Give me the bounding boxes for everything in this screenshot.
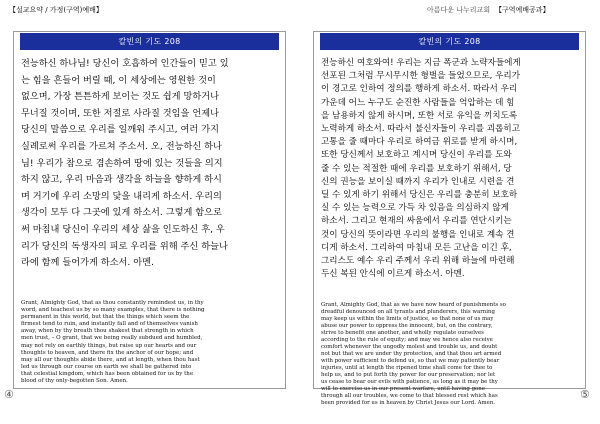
english-line: been provided for us in heaven by Christ Jesus our Lord. Amen. xyxy=(321,400,496,406)
korean-line: 님! 우리가 참으로 겸손하여 땅에 있는 것들을 의지 xyxy=(21,157,223,169)
english-line: thoughts to heaven, and there fix the anchor of our hope; and xyxy=(21,349,194,356)
english-prayer-text xyxy=(21,300,279,385)
english-line: may keep us within the limits of justice, so that none of us may xyxy=(321,316,494,322)
page-number: ⑤ xyxy=(580,388,590,401)
english-line: according to the rule of equity; and may we hence also receive xyxy=(321,337,493,343)
page-right xyxy=(313,31,586,406)
english-line: word, and teachest us by so many examples, that there is nothing xyxy=(21,307,205,314)
korean-line: 생각이 모두 다 그곳에 있게 하소서. 그렇게 함으로 xyxy=(21,207,222,219)
korean-line: 줄 수 있는 적절한 때에 우리를 보호하기 위해서, 당 xyxy=(321,163,512,174)
english-line: comfort whenever the ungodly molest and trouble us, and doubt xyxy=(321,344,498,350)
korean-line: 가운데 어느 누구도 순진한 사람들을 억압하는 데 힘 xyxy=(321,97,515,108)
english-line: not but that we are under thy protection, and that thou art armed xyxy=(321,351,502,357)
korean-line: 당신의 말씀으로 우리를 일깨워 주시고, 여러 가지 xyxy=(21,124,219,136)
english-line: Grant, Almighty God, that as we have now heard of punishments so xyxy=(321,302,506,308)
korean-line: 무너질 것이며, 또한 저절로 사라질 것임을 언제나 xyxy=(21,107,219,119)
korean-line: 디게 하소서. 그리하여 마침내 모든 고난을 이긴 후, xyxy=(321,242,512,253)
english-line: us cease to bear our evils with patience, as long as it may be thy xyxy=(321,379,498,385)
english-line: led us through our course on earth we shall be gathered into xyxy=(21,363,192,370)
korean-line: 전능하신 여호와여! 우리는 지금 폭군과 노략자들에게 xyxy=(321,58,521,68)
korean-line: 라에 함께 들어가게 하소서. 아멘. xyxy=(21,257,154,269)
english-line: strive to benefit one another, and wholly regulate ourselves xyxy=(321,330,484,336)
prayer-title: 칼빈의 기도 208 xyxy=(320,33,579,50)
korean-line: 없으며, 가장 튼튼하게 보이는 것도 쉽게 망하거나 xyxy=(21,91,219,103)
english-line: Grant, Almighty God, that as thou constantly remindest us, in thy xyxy=(21,300,204,306)
english-line: blood of thy only-begotten Son. Amen. xyxy=(21,378,128,385)
english-line: may not rely on earthly things, but raise up our hearts and our xyxy=(21,342,197,349)
prayer-title: 칼빈의 기도 208 xyxy=(20,33,279,50)
english-line: that celestial kingdom, which has been obtained for us by the xyxy=(21,370,194,377)
english-line: with power sufficient to defend us, so that we may patiently bear xyxy=(321,358,500,364)
korean-line: 하지 않고, 우리 마음과 생각을 하늘을 향하게 하시 xyxy=(21,174,222,186)
korean-line: 선포된 그처럼 무시무시한 형벌을 들었으므로, 우리가 xyxy=(321,71,521,82)
english-line: may all our thoughts abide there, and at length, when thou hast xyxy=(21,356,200,363)
korean-line: 을 남용하지 않게 하시며, 또한 서로 유익을 끼치도록 xyxy=(321,110,518,121)
header-left-label: 【설교요약 / 가정(구역)예배】 xyxy=(9,6,103,14)
english-line: through all our troubles, we come to that blessed rest which has xyxy=(321,393,498,399)
korean-prayer-text xyxy=(21,56,279,272)
english-line: permanent in this world, but that the things which seem the xyxy=(21,314,190,321)
english-line: firmest tend to ruin, and instantly fall and of themselves vanish xyxy=(21,321,198,328)
page-number: ④ xyxy=(4,388,14,401)
korean-line: 두신 복된 안식에 이르게 하소서. 아멘. xyxy=(321,269,465,280)
korean-line: 고통을 줄 때마다 우리로 하여금 위로를 받게 하시며, xyxy=(321,137,518,148)
korean-line: 하소서. 그리고 현재의 싸움에서 우리를 연단시키는 xyxy=(321,216,512,227)
korean-line: 며 거기에 우리 소망의 닻을 내리게 하소서. 우리의 xyxy=(21,190,222,202)
english-line: injuries, until at length the ripened time shall come for thee to xyxy=(321,365,493,371)
korean-line: 딜 수 있게 하기 위해서 당신은 우리를 충분히 보호하 xyxy=(321,190,518,201)
korean-line: 실례로써 우리를 가르쳐 주소서. 오, 전능하신 하나 xyxy=(21,140,222,152)
korean-line: 는 힘을 흔들어 버릴 때, 이 세상에는 영원한 것이 xyxy=(21,74,216,86)
english-line: help us, and to put forth thy power for our preservation; nor let xyxy=(321,372,496,378)
english-line: away, when by thy breath thou shakest that strength in which xyxy=(21,328,194,335)
korean-line: 것이 당신의 뜻이라면 우리의 불행을 인내로 계속 견 xyxy=(321,229,515,240)
korean-line: 또한 당신께서 보호하고 계시며 당신이 우리를 도와 xyxy=(321,150,512,161)
english-line: abuse our power to oppress the innocent, but, on the contrary, xyxy=(321,323,493,329)
english-line: dreadful denounced on all tyrants and plunderers, this warning xyxy=(321,309,495,315)
korean-line: 신의 권능을 보이실 때까지 우리가 인내로 시련을 견 xyxy=(321,176,515,187)
english-line: men trust, – O grant, that we being really subdued and humbled, xyxy=(21,335,203,342)
korean-line: 전능하신 하나님! 당신이 호흡하여 인간들이 믿고 있 xyxy=(21,58,229,69)
header-church-name: 아름다운 나누리교회 xyxy=(427,6,491,14)
korean-line: 써 마침내 당신이 우리의 세상 삶을 인도하신 후, 우 xyxy=(21,223,225,235)
korean-line: 노력하게 하소서. 따라서 불신자들이 우리를 괴롭히고 xyxy=(321,124,521,135)
header-right-label: 【구역예배공과】 xyxy=(495,6,550,14)
korean-line: 실 수 있는 능력으로 가득 차 있음을 의심하지 않게 xyxy=(321,203,509,214)
page-left xyxy=(13,31,286,389)
english-prayer-text xyxy=(321,302,579,407)
korean-line: 리가 당신의 독생자의 피로 우리를 위해 주신 하늘나 xyxy=(21,240,228,252)
korean-line: 이 경고로 인하여 정의를 행하게 하소서. 따라서 우리 xyxy=(321,84,518,95)
korean-line: 그리스도 예수 우리 주께서 우리 위해 하늘에 마련해 xyxy=(321,256,515,267)
english-line: will to exercise us in our present warfare, until having gone xyxy=(321,386,485,392)
korean-prayer-text xyxy=(321,57,579,281)
